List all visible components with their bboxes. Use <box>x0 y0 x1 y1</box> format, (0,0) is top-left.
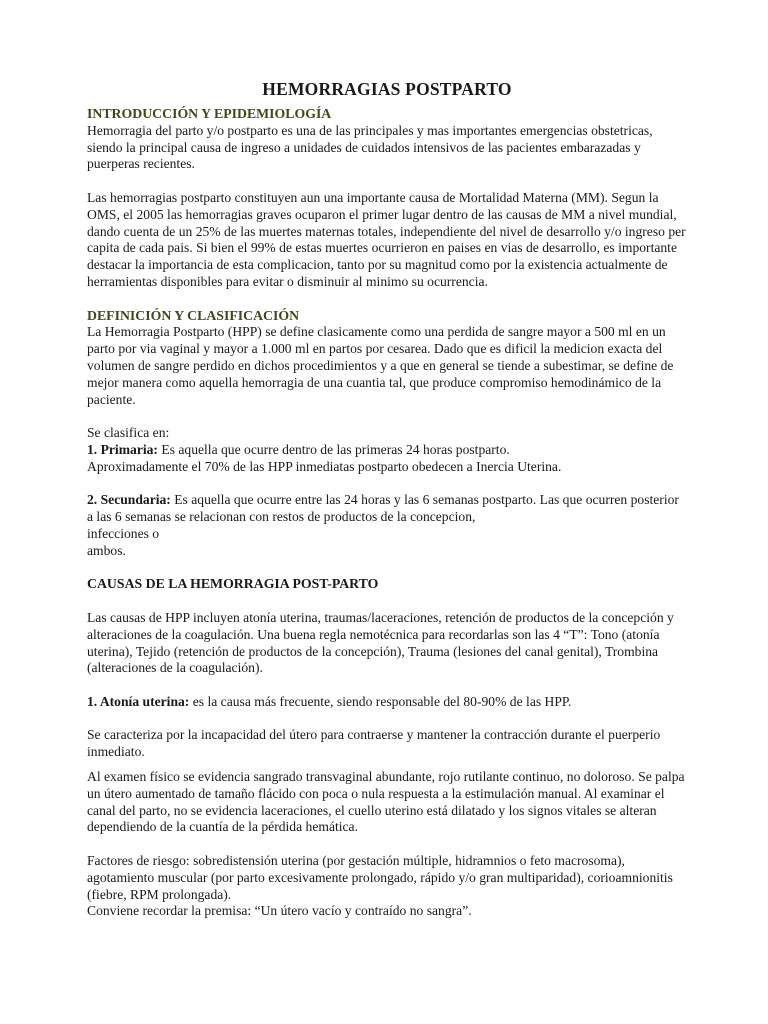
causas-paragraph-5: Conviene recordar la premisa: “Un útero vacío y contraído no sangra”. <box>87 903 472 919</box>
causas-paragraph-1: Las causas de HPP incluyen atonía uterina, traumas/laceraciones, retención de productos de la concepción y alteraciones de la coagulación. Una buena regla nemotécnica para recordarlas son las 4 “T”: Tono (atonía uterina), Tejido (retención de productos de la concepción), Trauma (lesiones del canal genital), Trombina (alteraciones de la coagulación). <box>87 609 674 676</box>
definicion-paragraph-1: La Hemorragia Postparto (HPP) se define clasicamente como una perdida de sangre mayor a 500 ml en un parto por via vaginal y mayor a 1.000 ml en partos por cesarea. Dado que es dificil la medicion exacta del volumen de sangre perdido en dichos procedimientos y a que en general se tiende a subestimar, se define de mejor manera como aquella hemorragia de una cuantia tal, que produce compromiso hemodinámico de la paciente. <box>87 324 674 407</box>
atonia-item <box>87 694 687 711</box>
atonia-label: 1. Atonía uterina: <box>87 693 190 709</box>
secundaria-item <box>87 492 687 526</box>
secundaria-text: Es aquella que ocurre entre las 24 horas y las 6 semanas postparto. Las que ocurren posterior a las 6 semanas se relacionan con restos de productos de la concepcion, <box>87 492 679 525</box>
heading-introduccion: INTRODUCCIÓN Y EPIDEMIOLOGÍA <box>87 106 332 121</box>
section-causas <box>87 576 687 920</box>
atonia-text: es la causa más frecuente, siendo responsable del 80-90% de las HPP. <box>189 693 572 709</box>
primaria-line-2: Aproximadamente el 70% de las HPP inmediatas postparto obedecen a Inercia Uterina. <box>87 458 562 474</box>
causas-paragraph-3: Al examen físico se evidencia sangrado transvaginal abundante, rojo rutilante continuo, no doloroso. Se palpa un útero aumentado de tamaño flácido con poca o nula respuesta a la estimulación manual. Al examinar el canal del parto, no se evidencia laceraciones, el cuello uterino está dilatado y los signos vitales se alteran dependiendo de la cuantía de la pérdida hemática. <box>87 769 685 835</box>
heading-definicion: DEFINICIÓN Y CLASIFICACIÓN <box>87 307 300 323</box>
section-definicion <box>87 308 687 560</box>
section-introduccion <box>87 106 687 291</box>
heading-causas: CAUSAS DE LA HEMORRAGIA POST-PARTO <box>87 576 379 592</box>
intro-paragraph-1: Hemorragia del parto y/o postparto es una de las principales y mas importantes emergencias obstetricas, siendo la principal causa de ingreso a unidades de cuidados intensivos de las pacientes embarazadas y puerperas recientes. <box>87 122 653 172</box>
primaria-text: Es aquella que ocurre dentro de las primeras 24 horas postparto. <box>157 441 510 457</box>
causas-paragraph-2: Se caracteriza por la incapacidad del útero para contraerse y mantener la contracción durante el puerperio inmediato. <box>87 727 661 760</box>
primaria-item <box>87 442 687 459</box>
secundaria-line-3: ambos. <box>87 542 126 558</box>
causas-paragraph-4: Factores de riesgo: sobredistensión uterina (por gestación múltiple, hidramnios o feto macrosoma), agotamiento muscular (por parto excesivamente prolongado, rápido y/o gran multiparidad), corioamnionitis (fiebre, RPM prolongada). <box>87 853 673 902</box>
clasifica-line: Se clasifica en: <box>87 425 170 441</box>
secundaria-label: 2. Secundaria: <box>87 492 171 508</box>
primaria-label: 1. Primaria: <box>87 441 158 457</box>
document-title: HEMORRAGIAS POSTPARTO <box>262 79 512 99</box>
intro-paragraph-2: Las hemorragias postparto constituyen aun una importante causa de Mortalidad Materna (MM). Segun la OMS, el 2005 las hemorragias graves ocuparon el primer lugar dentro de las causas de MM a nivel mundial, dando cuenta de un 25% de las muertes maternas totales, independiente del nivel de desarrollo y/o ingreso per capita de cada pais. Si bien el 99% de estas muertes ocurrieron en paises en vias de desarrollo, es importante destacar la importancia de esta complicacion, tanto por su magnitud como por la existencia actualmente de herramientas disponibles para evitar o disminuir al minimo su ocurrencia. <box>87 189 686 289</box>
secundaria-line-2: infecciones o <box>87 525 160 541</box>
document-page <box>87 78 687 920</box>
